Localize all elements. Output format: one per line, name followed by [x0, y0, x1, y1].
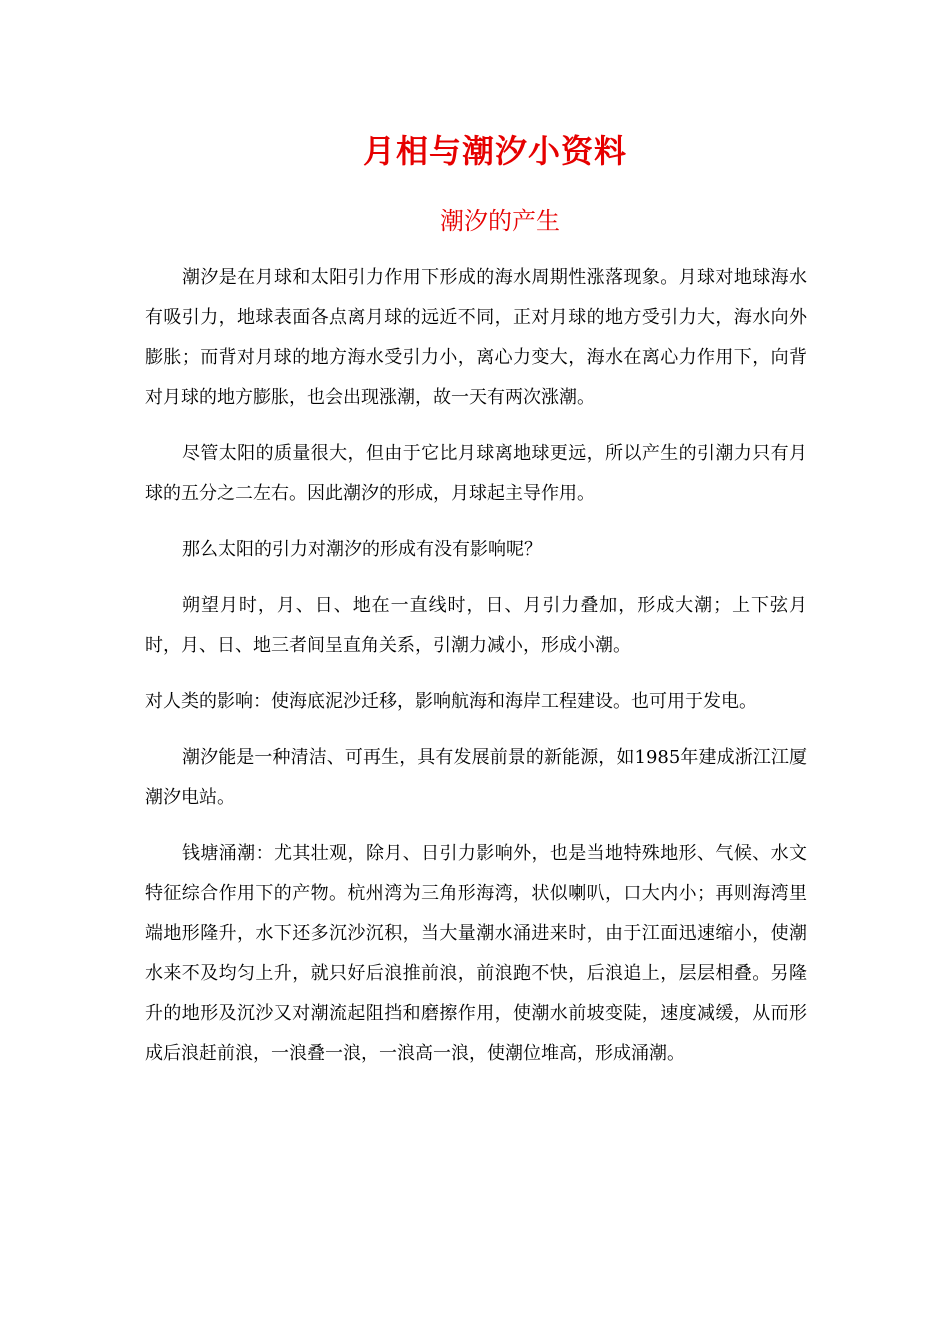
document-title: 月相与潮汐小资料 [362, 132, 627, 170]
paragraph-gap [145, 666, 807, 682]
paragraph-gap [145, 514, 807, 530]
paragraph-sun-influence: 尽管太阳的质量很大，但由于它比月球离地球更远，所以产生的引潮力只有月球的五分之二左右。因此潮汐的形成，月球起主导作用。 [145, 443, 807, 504]
paragraph-gap [145, 418, 807, 434]
paragraph-gap [145, 722, 807, 738]
paragraph-gap [145, 818, 807, 834]
paragraph-question: 那么太阳的引力对潮汐的形成有没有影响呢？ [182, 539, 542, 560]
document-body [145, 258, 807, 1074]
paragraph-spring-neap-tides: 朔望月时，月、日、地在一直线时，日、月引力叠加，形成大潮；上下弦月时，月、日、地三者间呈直角关系，引潮力减小，形成小潮。 [145, 595, 807, 656]
paragraph-tide-formation: 潮汐是在月球和太阳引力作用下形成的海水周期性涨落现象。月球对地球海水有吸引力，地球表面各点离月球的远近不同，正对月球的地方受引力大，海水向外膨胀；而背对月球的地方海水受引力小，离心力变大，海水在离心力作用下，向背对月球的地方膨胀，也会出现涨潮，故一天有两次涨潮。 [145, 267, 807, 408]
paragraph-gap [145, 570, 807, 586]
section-heading: 潮汐的产生 [440, 207, 560, 235]
paragraph-qiantang-bore: 钱塘涌潮：尤其壮观，除月、日引力影响外，也是当地特殊地形、气候、水文特征综合作用下的产物。杭州湾为三角形海湾，状似喇叭，口大内小；再则海湾里端地形隆升，水下还多沉沙沉积，当大量潮水涌进来时，由于江面迅速缩小，使潮水来不及均匀上升，就只好后浪推前浪，前浪跑不快，后浪追上，层层相叠。另隆升的地形及沉沙又对潮流起阻挡和磨擦作用，使潮水前坡变陡，速度减缓，从而形成后浪赶前浪，一浪叠一浪，一浪高一浪，使潮位堆高，形成涌潮。 [145, 843, 807, 1064]
paragraph-human-impact: 对人类的影响：使海底泥沙迁移，影响航海和海岸工程建设。也可用于发电。 [145, 691, 757, 712]
paragraph-tidal-energy: 潮汐能是一种清洁、可再生，具有发展前景的新能源，如1985年建成浙江江厦潮汐电站。 [145, 747, 807, 808]
